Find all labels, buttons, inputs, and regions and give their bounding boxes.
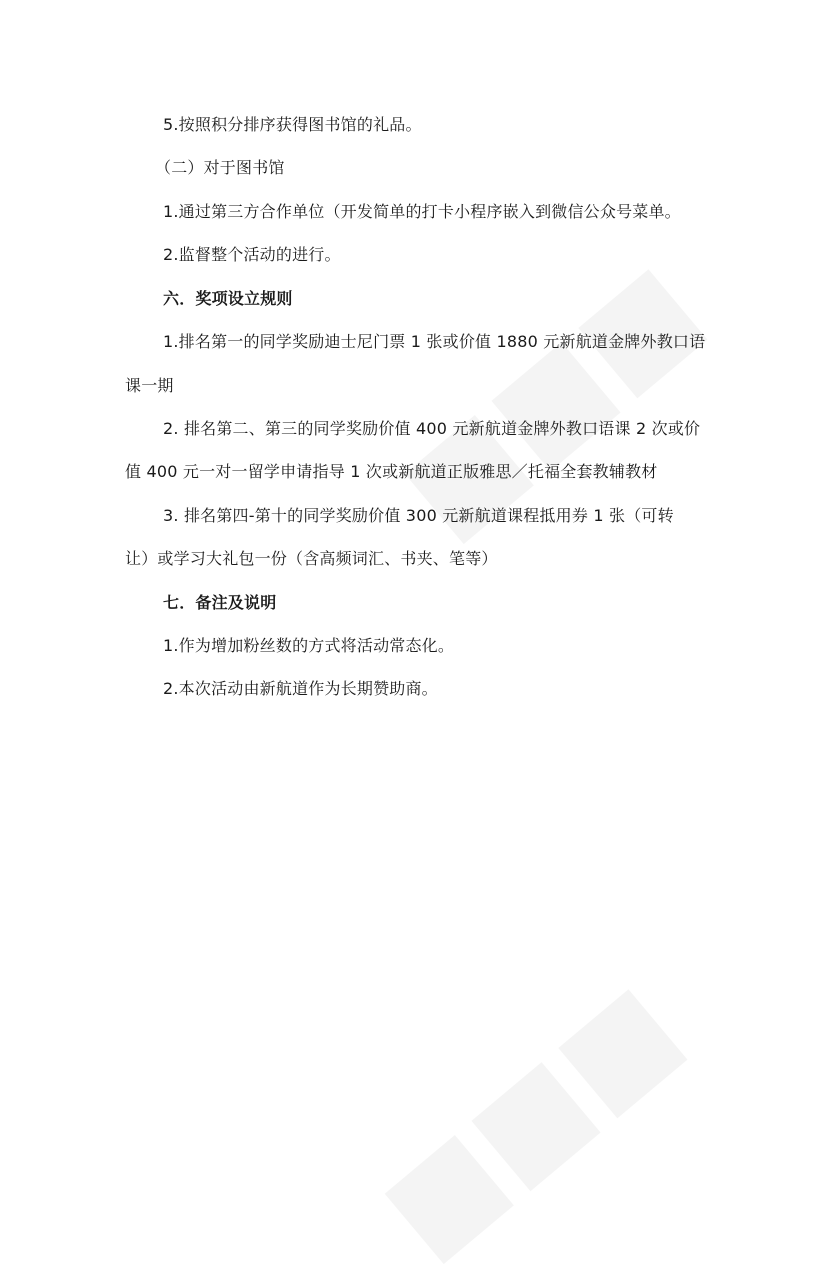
award-fourth-line1: 3. 排名第四-第十的同学奖励价值 300 元新航道课程抵用券 1 张（可转 <box>163 506 674 525</box>
award-second-line1: 2. 排名第二、第三的同学奖励价值 400 元新航道金牌外教口语课 2 次或价 <box>163 419 701 438</box>
award-first-line1: 1.排名第一的同学奖励迪士尼门票 1 张或价值 1880 元新航道金牌外教口语 <box>163 332 706 351</box>
supervise-item: 2.监督整个活动的进行。 <box>163 245 341 264</box>
section-heading-notes: 七．备注及说明 <box>163 593 277 612</box>
section-heading-awards: 六．奖项设立规则 <box>163 289 293 308</box>
award-second-line2: 值 400 元一对一留学申请指导 1 次或新航道正版雅思／托福全套教辅教材 <box>125 462 658 481</box>
note-item-1: 1.作为增加粉丝数的方式将活动常态化。 <box>163 636 455 655</box>
award-first-line2: 课一期 <box>125 376 174 395</box>
watermark <box>355 957 705 1282</box>
note-item-2: 2.本次活动由新航道作为长期赞助商。 <box>163 679 438 698</box>
library-subheading: （二）对于图书馆 <box>155 158 285 177</box>
third-party-item: 1.通过第三方合作单位（开发简单的打卡小程序嵌入到微信公众号菜单。 <box>163 202 681 221</box>
gift-ranking-item: 5.按照积分排序获得图书馆的礼品。 <box>163 115 422 134</box>
award-fourth-line2: 让）或学习大礼包一份（含高频词汇、书夹、笔等） <box>125 549 498 568</box>
